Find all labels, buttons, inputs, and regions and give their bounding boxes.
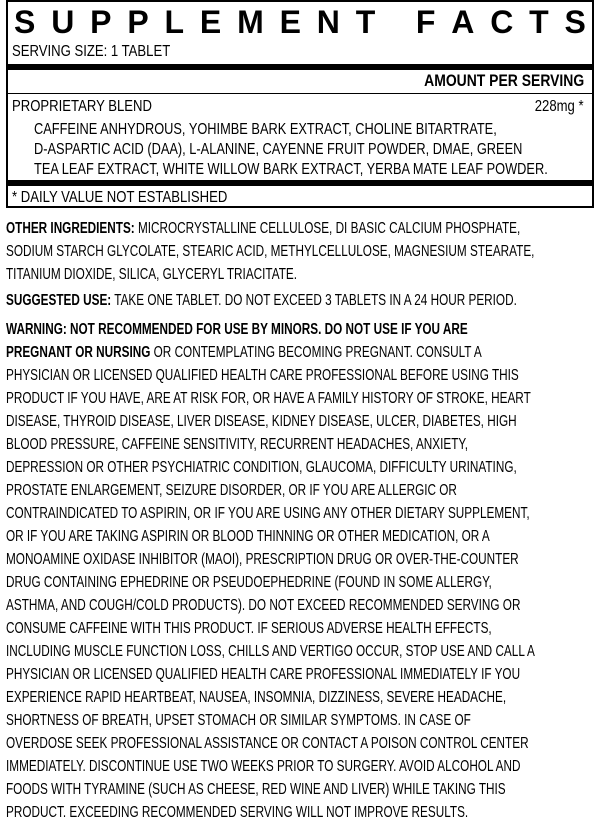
facts-title-letter: N bbox=[316, 4, 340, 40]
facts-title bbox=[8, 2, 592, 42]
warning-line: PROSTATE ENLARGEMENT, SEIZURE DISORDER, OR IF YOU ARE ALLERGIC OR bbox=[6, 482, 457, 499]
ingredients-line: TEA LEAF EXTRACT, WHITE WILLOW BARK EXTRACT, YERBA MATE LEAF POWDER. bbox=[34, 161, 548, 178]
facts-title-letter: E bbox=[279, 4, 301, 40]
warning-headline: WARNING: NOT RECOMMENDED FOR USE BY MINORS. DO NOT USE IF YOU ARE bbox=[6, 321, 468, 338]
facts-title-gap bbox=[391, 2, 400, 42]
warning-line: DRUG CONTAINING EPHEDRINE OR PSEUDOEPHEDRINE (FOUND IN SOME ALLERGY, bbox=[6, 574, 492, 591]
warning-line: BLOOD PRESSURE, CAFFEINE SENSITIVITY, RECURRENT HEADACHES, ANXIETY, bbox=[6, 436, 469, 453]
warning-line: FOODS WITH TYRAMINE (SUCH AS CHEESE, RED WINE AND LIVER) WHILE TAKING THIS bbox=[6, 781, 506, 798]
facts-title-letter: A bbox=[451, 4, 475, 40]
facts-title-letter: T bbox=[529, 4, 549, 40]
warning-line: OR IF YOU ARE TAKING ASPIRIN OR BLOOD THINNING OR OTHER MEDICATION, OR A bbox=[6, 528, 490, 545]
warning-line: OVERDOSE SEEK PROFESSIONAL ASSISTANCE OR CONTACT A POISON CONTROL CENTER bbox=[6, 735, 529, 752]
warning-line: CONTRAINDICATED TO ASPIRIN, OR IF YOU ARE USING ANY OTHER DIETARY SUPPLEMENT, bbox=[6, 505, 530, 522]
proprietary-blend-amount: 228mg * bbox=[535, 98, 584, 115]
other-ingredients-line: TITANIUM DIOXIDE, SILICA, GLYCERYL TRIACITATE. bbox=[6, 266, 298, 283]
facts-title-letter: P bbox=[90, 4, 112, 40]
blend-ingredients bbox=[34, 120, 554, 180]
facts-title-letter: S bbox=[14, 4, 36, 40]
amount-per-serving-header: AMOUNT PER SERVING bbox=[423, 71, 584, 90]
warning-line: SHORTNESS OF BREATH, UPSET STOMACH OR SIMILAR SYMPTOMS. IN CASE OF bbox=[6, 712, 471, 729]
warning-line: PRODUCT IF YOU HAVE, ARE AT RISK FOR, OR HAVE A FAMILY HISTORY OF STROKE, HEART bbox=[6, 390, 531, 407]
suggested-use-text: TAKE ONE TABLET. DO NOT EXCEED 3 TABLETS IN A 24 HOUR PERIOD. bbox=[111, 292, 517, 309]
warning-line: DEPRESSION OR OTHER PSYCHIATRIC CONDITION, GLAUCOMA, DIFFICULTY URINATING, bbox=[6, 459, 517, 476]
ingredients-line: D-ASPARTIC ACID (DAA), L-ALANINE, CAYENNE FRUIT POWDER, DMAE, GREEN bbox=[34, 141, 523, 158]
warning-line: IMMEDIATELY. DISCONTINUE USE TWO WEEKS PRIOR TO SURGERY. AVOID ALCOHOL AND bbox=[6, 758, 521, 775]
other-ingredients-text: MICROCRYSTALLINE CELLULOSE, DI BASIC CALCIUM PHOSPHATE, bbox=[134, 220, 521, 237]
facts-title-letter: C bbox=[490, 4, 514, 40]
other-ingredients-line: SODIUM STARCH GLYCOLATE, STEARIC ACID, METHYLCELLULOSE, MAGNESIUM STEARATE, bbox=[6, 243, 535, 260]
facts-title-letter: E bbox=[199, 4, 222, 40]
warning-line: PHYSICIAN OR LICENSED QUALIFIED HEALTH CARE PROFESSIONAL BEFORE USING THIS bbox=[6, 367, 519, 384]
suggested-use bbox=[6, 289, 594, 312]
thin-divider bbox=[8, 93, 592, 94]
warning-line: MONOAMINE OXIDASE INHIBITOR (MAOI), PRESCRIPTION DRUG OR OVER-THE-COUNTER bbox=[6, 551, 519, 568]
facts-title-letter: M bbox=[237, 4, 264, 40]
facts-title-letter: P bbox=[127, 4, 149, 40]
facts-title-letter: L bbox=[164, 4, 185, 40]
facts-title-letter: S bbox=[564, 4, 586, 40]
suggested-use-label: SUGGESTED USE: bbox=[6, 292, 112, 309]
warning-pregnant-label: PREGNANT OR NURSING bbox=[6, 344, 151, 361]
supplement-facts-panel bbox=[6, 0, 594, 208]
facts-title-letter: F bbox=[415, 4, 436, 40]
warning-section bbox=[6, 318, 594, 824]
warning-line: INCLUDING MUSCLE FUNCTION LOSS, CHILLS AND VERTIGO OCCUR, STOP USE AND CALL A bbox=[6, 643, 535, 660]
warning-line: PRODUCT. EXCEEDING RECOMMENDED SERVING WILL NOT IMPROVE RESULTS. bbox=[6, 804, 469, 821]
other-ingredients-label: OTHER INGREDIENTS: bbox=[6, 220, 135, 237]
facts-title-letter: U bbox=[51, 4, 75, 40]
proprietary-blend-name: PROPRIETARY BLEND bbox=[12, 98, 152, 115]
warning-line: ASTHMA, AND COUGH/COLD PRODUCTS). DO NOT EXCEED RECOMMENDED SERVING OR bbox=[6, 597, 521, 614]
facts-title-letter: T bbox=[355, 4, 376, 40]
warning-line: EXPERIENCE RAPID HEARTBEAT, NAUSEA, INSOMNIA, DIZZINESS, SEVERE HEADACHE, bbox=[6, 689, 507, 706]
warning-line: PHYSICIAN OR LICENSED QUALIFIED HEALTH CARE PROFESSIONAL IMMEDIATELY IF YOU bbox=[6, 666, 521, 683]
other-ingredients bbox=[6, 217, 594, 286]
serving-size: SERVING SIZE: 1 TABLET bbox=[12, 43, 171, 60]
warning-line: CONSUME CAFFEINE WITH THIS PRODUCT. IF SERIOUS ADVERSE HEALTH EFFECTS, bbox=[6, 620, 492, 637]
warning-line: DISEASE, THYROID DISEASE, LIVER DISEASE, KIDNEY DISEASE, ULCER, DIABETES, HIGH bbox=[6, 413, 517, 430]
warning-text: OR CONTEMPLATING BECOMING PREGNANT. CONSULT A bbox=[150, 344, 482, 361]
thick-divider bbox=[8, 180, 592, 186]
daily-value-note: * DAILY VALUE NOT ESTABLISHED bbox=[12, 189, 228, 206]
ingredients-line: CAFFEINE ANHYDROUS, YOHIMBE BARK EXTRACT, CHOLINE BITARTRATE, bbox=[34, 121, 497, 138]
